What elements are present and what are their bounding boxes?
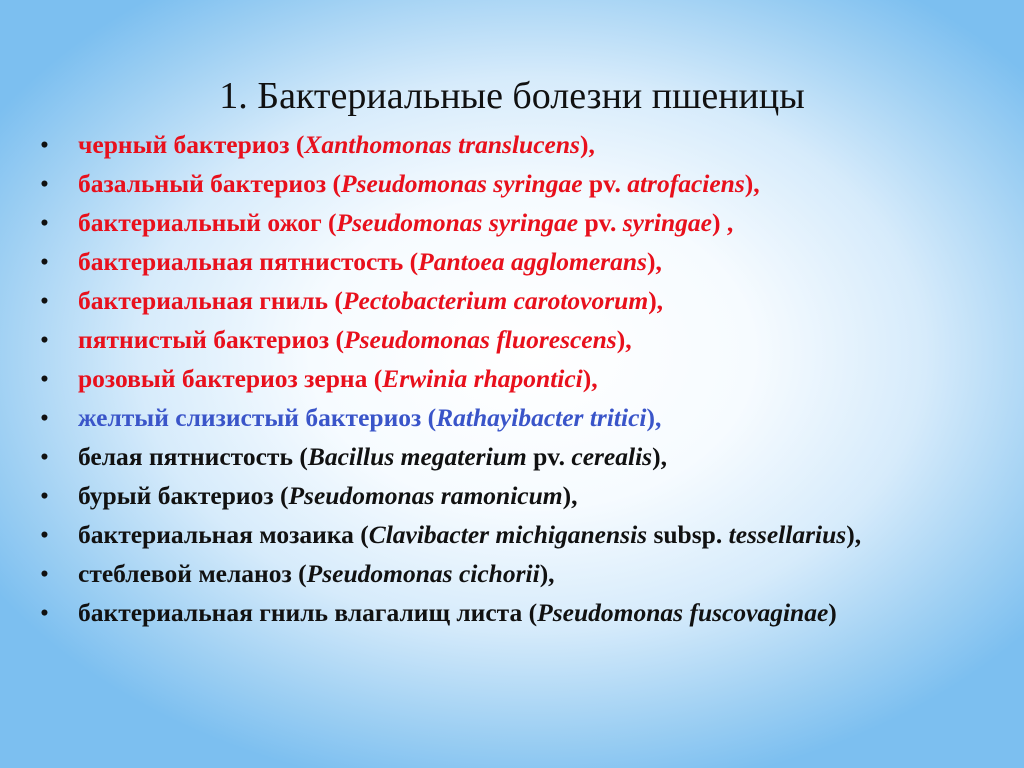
scientific-name: Pseudomonas fuscovaginae (537, 598, 829, 627)
bullet-item (36, 481, 1006, 510)
scientific-name: Pseudomonas ramonicum (288, 481, 563, 510)
slide-title: 1. Бактериальные болезни пшеницы (219, 75, 805, 117)
bullet-text: ), (646, 403, 662, 432)
bullet-dot: • (40, 364, 49, 393)
bullet-text: ), (539, 559, 555, 588)
bullet-text: ), (616, 325, 632, 354)
bullet-dot: • (40, 325, 49, 354)
bullet-dot: • (40, 130, 49, 159)
bullet-item (36, 286, 1006, 315)
bullet-item (36, 169, 1006, 198)
scientific-name: Pseudomonas cichorii (306, 559, 540, 588)
bullet-text: белая пятнистость ( (78, 442, 308, 471)
bullet-list (36, 130, 1006, 637)
bullet-dot: • (40, 403, 49, 432)
bullet-item (36, 247, 1006, 276)
scientific-name: Pseudomonas syringae (340, 169, 583, 198)
bullet-text: бактериальная мозаика ( (78, 520, 369, 549)
bullet-dot: • (40, 442, 49, 471)
bullet-dot: • (40, 481, 49, 510)
bullet-text: ), (744, 169, 760, 198)
bullet-dot: • (40, 286, 49, 315)
bullet-text: желтый слизистый бактериоз ( (78, 403, 437, 432)
scientific-name: Rathayibacter tritici (436, 403, 647, 432)
bullet-text: бактериальный ожог ( (78, 208, 337, 237)
bullet-text: пятнистый бактериоз ( (78, 325, 344, 354)
bullet-text: ), (646, 247, 662, 276)
bullet-text: ), (652, 442, 667, 471)
scientific-name: Bacillus megaterium (307, 442, 527, 471)
bullet-dot: • (40, 598, 49, 627)
scientific-name: cerealis (571, 442, 653, 471)
bullet-text: ), (579, 130, 595, 159)
bullet-dot: • (40, 208, 49, 237)
bullet-text: стеблевой меланоз ( (78, 559, 307, 588)
scientific-name: Clavibacter michiganensis (368, 520, 648, 549)
scientific-name: Xanthomonas translucens (304, 130, 580, 159)
bullet-dot: • (40, 247, 49, 276)
bullet-text: subsp. (647, 520, 729, 549)
scientific-name: tessellarius (728, 520, 847, 549)
bullet-dot: • (40, 520, 49, 549)
bullet-text: ), (562, 481, 578, 510)
bullet-item (36, 559, 1006, 588)
bullet-text: ) , (712, 208, 734, 237)
scientific-name: Pseudomonas fluorescens (344, 325, 617, 354)
bullet-text: pv. (578, 208, 623, 237)
bullet-dot: • (40, 169, 49, 198)
bullet-text: pv. (526, 442, 572, 471)
bullet-item (36, 325, 1006, 354)
bullet-item (36, 598, 1006, 627)
bullet-text: ), (648, 286, 664, 315)
scientific-name: syringae (622, 208, 712, 237)
bullet-item (36, 403, 1006, 432)
bullet-text: бурый бактериоз ( (78, 481, 289, 510)
scientific-name: Pantoea agglomerans (418, 247, 647, 276)
scientific-name: Pseudomonas syringae (336, 208, 579, 237)
bullet-item (36, 520, 1006, 549)
bullet-text: базальный бактериоз ( (78, 169, 341, 198)
bullet-text: ), (846, 520, 862, 549)
bullet-text: черный бактериоз ( (78, 130, 305, 159)
scientific-name: Erwinia rhapontici (382, 364, 583, 393)
bullet-dot: • (40, 559, 49, 588)
bullet-item (36, 208, 1006, 237)
scientific-name: atrofaciens (627, 169, 745, 198)
bullet-text: бактериальная пятнистость ( (78, 247, 419, 276)
bullet-text: ), (582, 364, 598, 393)
bullet-text: pv. (582, 169, 628, 198)
bullet-text: бактериальная гниль ( (78, 286, 343, 315)
bullet-item (36, 442, 1006, 471)
bullet-text: ) (828, 598, 837, 627)
bullet-item (36, 130, 1006, 159)
scientific-name: Pectobacterium carotovorum (342, 286, 649, 315)
bullet-item (36, 364, 1006, 393)
bullet-text: бактериальная гниль влагалищ листа ( (78, 598, 538, 627)
bullet-text: розовый бактериоз зерна ( (78, 364, 383, 393)
